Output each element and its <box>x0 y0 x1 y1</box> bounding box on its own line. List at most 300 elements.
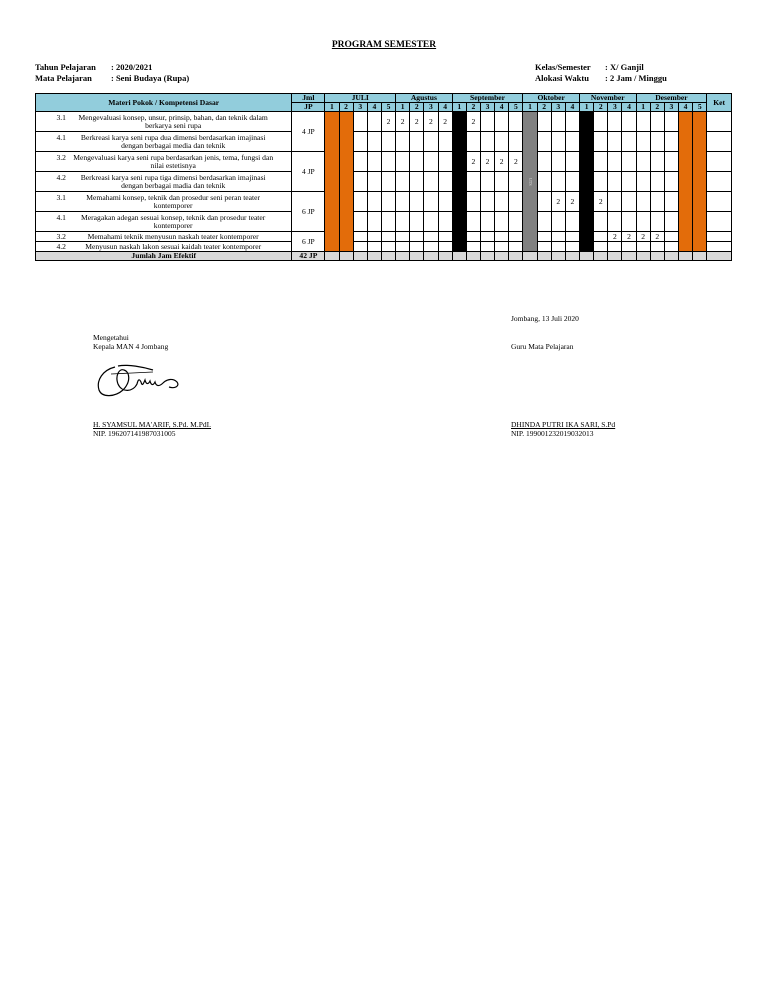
week-cell <box>367 212 381 232</box>
materi-cell <box>36 192 292 212</box>
materi-cell <box>36 152 292 172</box>
signature-image <box>93 362 185 402</box>
week-number: 5 <box>693 103 707 112</box>
week-cell <box>664 232 678 242</box>
kd-number: 3.1 <box>56 192 66 202</box>
total-week-cell <box>466 252 480 261</box>
week-cell <box>551 132 565 152</box>
week-cell <box>480 192 494 212</box>
week-cell <box>480 132 494 152</box>
week-cell <box>622 242 636 252</box>
week-cell <box>537 232 551 242</box>
week-cell <box>339 112 353 252</box>
week-cell <box>636 152 650 172</box>
week-cell <box>424 152 438 172</box>
kd-number: 3.1 <box>56 112 66 122</box>
week-cell <box>664 212 678 232</box>
week-cell <box>424 192 438 212</box>
total-row <box>36 252 732 261</box>
week-cell <box>509 242 523 252</box>
week-cell <box>594 112 608 132</box>
total-week-cell <box>523 252 537 261</box>
kd-number: 4.1 <box>56 132 66 142</box>
week-cell: 2 <box>622 232 636 242</box>
week-cell <box>466 172 480 192</box>
week-cell: 2 <box>509 152 523 172</box>
week-cell <box>537 172 551 192</box>
week-number: 4 <box>679 103 693 112</box>
week-cell: 2 <box>594 192 608 212</box>
month-agustus: Agustus <box>396 94 453 103</box>
week-number: 4 <box>495 103 509 112</box>
week-cell <box>679 112 693 252</box>
kd-text: Mengevaluasi karya seni rupa berdasarkan jenis, tema, fungsi dan nilai estetisnya <box>73 152 274 170</box>
week-cell: 2 <box>636 232 650 242</box>
week-cell <box>438 152 452 172</box>
week-cell <box>594 132 608 152</box>
total-week-cell <box>325 252 339 261</box>
info-right <box>535 62 667 84</box>
total-week-cell <box>495 252 509 261</box>
month-desember: Desember <box>636 94 707 103</box>
total-week-cell <box>339 252 353 261</box>
week-cell <box>367 132 381 152</box>
week-cell <box>480 212 494 232</box>
week-cell <box>650 192 664 212</box>
total-week-cell <box>693 252 707 261</box>
week-cell <box>565 232 579 242</box>
table-row <box>36 152 732 172</box>
week-cell <box>381 152 395 172</box>
total-jp: 42 JP <box>292 252 325 261</box>
week-cell <box>438 232 452 242</box>
week-cell <box>565 212 579 232</box>
week-cell <box>353 112 367 132</box>
ket-cell <box>707 192 732 212</box>
week-cell <box>381 212 395 232</box>
week-cell <box>537 132 551 152</box>
week-number: 1 <box>396 103 410 112</box>
week-cell <box>438 172 452 192</box>
ket-cell <box>707 212 732 232</box>
kepala-title: Kepala MAN 4 Jombang <box>93 342 169 351</box>
table-row <box>36 132 732 152</box>
week-cell <box>410 242 424 252</box>
week-cell <box>367 232 381 242</box>
week-number: 4 <box>367 103 381 112</box>
week-number: 3 <box>424 103 438 112</box>
week-cell <box>480 242 494 252</box>
jp-cell: 6 JP <box>292 232 325 252</box>
week-cell <box>495 132 509 152</box>
kd-number: 3.2 <box>56 152 66 162</box>
week-cell: 2 <box>438 112 452 132</box>
week-number: 4 <box>565 103 579 112</box>
week-cell <box>410 152 424 172</box>
week-cell: 2 <box>396 112 410 132</box>
week-cell <box>367 152 381 172</box>
week-number: 2 <box>410 103 424 112</box>
week-cell <box>480 172 494 192</box>
week-cell <box>396 212 410 232</box>
week-cell <box>537 242 551 252</box>
kd-text: Berkreasi karya seni rupa dua dimensi berdasarkan imajinasi dengan berbagai media dan teknik <box>80 132 266 150</box>
week-cell <box>381 132 395 152</box>
week-cell <box>367 112 381 132</box>
week-cell <box>636 242 650 252</box>
week-cell <box>325 112 339 252</box>
mengetahui-label: Mengetahui <box>93 333 129 342</box>
week-cell <box>452 112 466 252</box>
tahun-value: : 2020/2021 <box>111 62 153 72</box>
total-week-cell <box>367 252 381 261</box>
week-cell <box>424 132 438 152</box>
col-jml-header: Jml <box>292 94 325 103</box>
week-cell <box>509 172 523 192</box>
week-cell <box>466 242 480 252</box>
week-cell <box>438 192 452 212</box>
week-number: 2 <box>466 103 480 112</box>
total-week-cell <box>622 252 636 261</box>
week-cell: 2 <box>466 152 480 172</box>
week-cell <box>622 172 636 192</box>
col-jp-header: JP <box>292 103 325 112</box>
week-cell: 2 <box>466 112 480 132</box>
week-number: 1 <box>580 103 594 112</box>
total-week-cell <box>509 252 523 261</box>
week-cell <box>509 212 523 232</box>
week-cell <box>410 212 424 232</box>
materi-cell <box>36 212 292 232</box>
week-cell <box>551 172 565 192</box>
week-cell <box>438 212 452 232</box>
kd-number: 4.1 <box>56 212 66 222</box>
week-cell <box>636 192 650 212</box>
week-cell <box>594 232 608 242</box>
week-number: 5 <box>381 103 395 112</box>
total-week-cell <box>580 252 594 261</box>
guru-name: DHINDA PUTRI IKA SARI, S.Pd <box>511 420 616 429</box>
total-week-cell <box>565 252 579 261</box>
week-cell <box>353 192 367 212</box>
place-date: Jombang, 13 Juli 2020 <box>511 314 579 323</box>
ket-cell <box>707 132 732 152</box>
week-cell <box>537 212 551 232</box>
week-number: 3 <box>551 103 565 112</box>
week-cell: 2 <box>565 192 579 212</box>
exam-note: UTS <box>527 177 533 186</box>
week-cell <box>509 192 523 212</box>
week-number: 3 <box>664 103 678 112</box>
guru-title: Guru Mata Pelajaran <box>511 342 574 351</box>
week-cell: 2 <box>551 192 565 212</box>
week-cell <box>551 112 565 132</box>
total-week-cell <box>551 252 565 261</box>
week-cell <box>594 172 608 192</box>
materi-cell <box>36 242 292 252</box>
week-cell <box>367 172 381 192</box>
week-number: 4 <box>622 103 636 112</box>
week-cell <box>622 152 636 172</box>
week-cell <box>565 242 579 252</box>
week-cell <box>509 132 523 152</box>
total-week-cell <box>410 252 424 261</box>
ket-cell <box>707 172 732 192</box>
total-week-cell <box>480 252 494 261</box>
kd-text: Meragakan adegan sesuai konsep, teknik dan prosedur teater kontemporer <box>81 212 266 230</box>
ket-cell <box>707 232 732 242</box>
total-week-cell <box>664 252 678 261</box>
mapel-label: Mata Pelajaran <box>35 73 92 83</box>
total-week-cell <box>353 252 367 261</box>
week-number: 4 <box>438 103 452 112</box>
week-cell <box>650 242 664 252</box>
week-cell <box>480 112 494 132</box>
week-cell: 2 <box>410 112 424 132</box>
week-cell <box>565 132 579 152</box>
week-cell <box>594 152 608 172</box>
week-cell: 2 <box>480 152 494 172</box>
week-cell <box>396 192 410 212</box>
week-cell: 2 <box>424 112 438 132</box>
total-week-cell <box>650 252 664 261</box>
total-label: Jumlah Jam Efektif <box>36 252 292 261</box>
week-cell <box>495 172 509 192</box>
week-cell <box>650 152 664 172</box>
week-cell <box>381 232 395 242</box>
week-number: 3 <box>480 103 494 112</box>
total-week-cell <box>636 252 650 261</box>
week-cell <box>664 152 678 172</box>
total-week-cell <box>424 252 438 261</box>
alokasi-label: Alokasi Waktu <box>535 73 589 83</box>
week-cell <box>495 232 509 242</box>
week-cell <box>495 192 509 212</box>
total-week-cell <box>396 252 410 261</box>
week-number: 5 <box>509 103 523 112</box>
week-cell <box>636 172 650 192</box>
week-cell <box>594 242 608 252</box>
week-cell <box>650 172 664 192</box>
week-cell <box>466 132 480 152</box>
kepala-nip: NIP. 196207141987031005 <box>93 429 176 438</box>
table-row <box>36 192 732 212</box>
kd-text: Berkreasi karya seni rupa tiga dimensi berdasarkan imajinasi dengan berbagai madia dan teknik <box>80 172 266 190</box>
table-row <box>36 112 732 132</box>
jp-cell: 6 JP <box>292 192 325 232</box>
kd-text: Memahami teknik menyusun naskah teater kontemporer <box>87 231 259 241</box>
week-cell <box>480 232 494 242</box>
materi-cell <box>36 232 292 242</box>
schedule-table <box>35 93 732 261</box>
week-cell <box>664 192 678 212</box>
week-cell <box>410 232 424 242</box>
week-number: 1 <box>523 103 537 112</box>
week-cell <box>608 132 622 152</box>
month-juli: JULI <box>325 94 396 103</box>
week-cell <box>381 192 395 212</box>
week-cell <box>353 242 367 252</box>
week-cell <box>551 212 565 232</box>
week-cell <box>381 242 395 252</box>
week-cell <box>367 242 381 252</box>
week-cell <box>367 192 381 212</box>
total-week-cell <box>608 252 622 261</box>
week-cell <box>608 242 622 252</box>
week-cell <box>636 112 650 132</box>
week-cell <box>396 172 410 192</box>
week-cell <box>523 112 537 252</box>
week-cell <box>608 112 622 132</box>
week-cell <box>551 232 565 242</box>
kd-text: Memahami konsep, teknik dan prosedur seni peran teater kontemporer <box>86 192 261 210</box>
week-cell <box>622 112 636 132</box>
week-cell <box>608 172 622 192</box>
table-row <box>36 212 732 232</box>
week-cell <box>509 232 523 242</box>
total-week-cell <box>438 252 452 261</box>
week-cell <box>608 212 622 232</box>
total-week-cell <box>452 252 466 261</box>
week-cell <box>353 132 367 152</box>
month-november: November <box>580 94 637 103</box>
week-cell <box>466 212 480 232</box>
week-cell <box>353 212 367 232</box>
week-cell <box>664 172 678 192</box>
jp-cell: 4 JP <box>292 152 325 192</box>
week-cell <box>410 172 424 192</box>
week-cell <box>608 152 622 172</box>
table-row <box>36 242 732 252</box>
week-cell <box>565 152 579 172</box>
week-number: 1 <box>325 103 339 112</box>
week-number: 2 <box>650 103 664 112</box>
week-cell <box>466 192 480 212</box>
week-cell <box>650 132 664 152</box>
week-cell <box>622 192 636 212</box>
week-cell: 2 <box>381 112 395 132</box>
week-cell <box>495 112 509 132</box>
week-cell <box>438 242 452 252</box>
week-cell <box>622 212 636 232</box>
ket-cell <box>707 242 732 252</box>
tahun-label: Tahun Pelajaran <box>35 62 96 72</box>
week-cell <box>693 112 707 252</box>
week-number: 3 <box>608 103 622 112</box>
week-cell <box>495 242 509 252</box>
week-cell <box>353 152 367 172</box>
kd-text: Mengevaluasi konsep, unsur, prinsip, bahan, dan teknik dalam berkarya seni rupa <box>78 112 268 130</box>
week-number: 2 <box>339 103 353 112</box>
week-cell <box>608 192 622 212</box>
ket-cell <box>707 112 732 132</box>
week-cell <box>664 112 678 132</box>
week-cell <box>650 112 664 132</box>
kd-text: Menyusun naskah lakon sesuai kaidah teater kontemporer <box>85 241 262 251</box>
week-cell <box>396 232 410 242</box>
week-cell <box>424 212 438 232</box>
week-cell <box>636 132 650 152</box>
total-week-cell <box>381 252 395 261</box>
week-cell <box>424 172 438 192</box>
kd-number: 3.2 <box>56 231 66 241</box>
week-cell <box>565 172 579 192</box>
week-cell <box>396 132 410 152</box>
month-oktober: Oktober <box>523 94 580 103</box>
ket-cell <box>707 152 732 172</box>
week-number: 2 <box>594 103 608 112</box>
week-cell <box>664 132 678 152</box>
kelas-label: Kelas/Semester <box>535 62 591 72</box>
kd-number: 4.2 <box>56 172 66 182</box>
week-cell <box>396 152 410 172</box>
week-number: 3 <box>353 103 367 112</box>
week-cell <box>424 242 438 252</box>
info-left <box>35 62 189 84</box>
week-cell <box>353 232 367 242</box>
week-cell <box>495 212 509 232</box>
materi-cell <box>36 132 292 152</box>
document-title: PROGRAM SEMESTER <box>331 40 437 50</box>
week-cell <box>622 132 636 152</box>
week-number: 1 <box>636 103 650 112</box>
month-september: September <box>452 94 523 103</box>
total-week-cell <box>594 252 608 261</box>
col-materi-header: Materi Pokok / Kompetensi Dasar <box>36 94 292 112</box>
kepala-name: H. SYAMSUL MA'ARIF, S.Pd. M.PdI. <box>93 420 212 429</box>
table-row <box>36 172 732 192</box>
week-cell <box>537 112 551 132</box>
week-cell <box>551 242 565 252</box>
materi-cell <box>36 172 292 192</box>
week-cell <box>650 212 664 232</box>
kd-number: 4.2 <box>56 241 66 251</box>
col-ket-header: Ket <box>707 94 732 112</box>
week-cell <box>410 132 424 152</box>
week-cell <box>580 112 594 252</box>
week-cell <box>509 112 523 132</box>
week-cell <box>636 212 650 232</box>
week-cell <box>551 152 565 172</box>
guru-nip: NIP. 199001232019032013 <box>511 429 594 438</box>
week-cell <box>438 132 452 152</box>
week-cell <box>353 172 367 192</box>
jp-cell: 4 JP <box>292 112 325 152</box>
week-cell <box>594 212 608 232</box>
materi-cell <box>36 112 292 132</box>
week-number: 2 <box>537 103 551 112</box>
week-cell <box>537 152 551 172</box>
table-row <box>36 232 732 242</box>
week-cell: 2 <box>608 232 622 242</box>
week-cell: 2 <box>650 232 664 242</box>
week-cell <box>424 232 438 242</box>
week-cell <box>410 192 424 212</box>
week-cell <box>396 242 410 252</box>
total-week-cell <box>537 252 551 261</box>
week-cell: 2 <box>495 152 509 172</box>
total-week-cell <box>707 252 732 261</box>
week-cell <box>381 172 395 192</box>
mapel-value: : Seni Budaya (Rupa) <box>111 73 190 83</box>
week-cell <box>466 232 480 242</box>
week-cell <box>537 192 551 212</box>
week-cell <box>565 112 579 132</box>
total-week-cell <box>679 252 693 261</box>
week-cell <box>664 242 678 252</box>
alokasi-value: : 2 Jam / Minggu <box>605 73 667 83</box>
week-number: 1 <box>452 103 466 112</box>
